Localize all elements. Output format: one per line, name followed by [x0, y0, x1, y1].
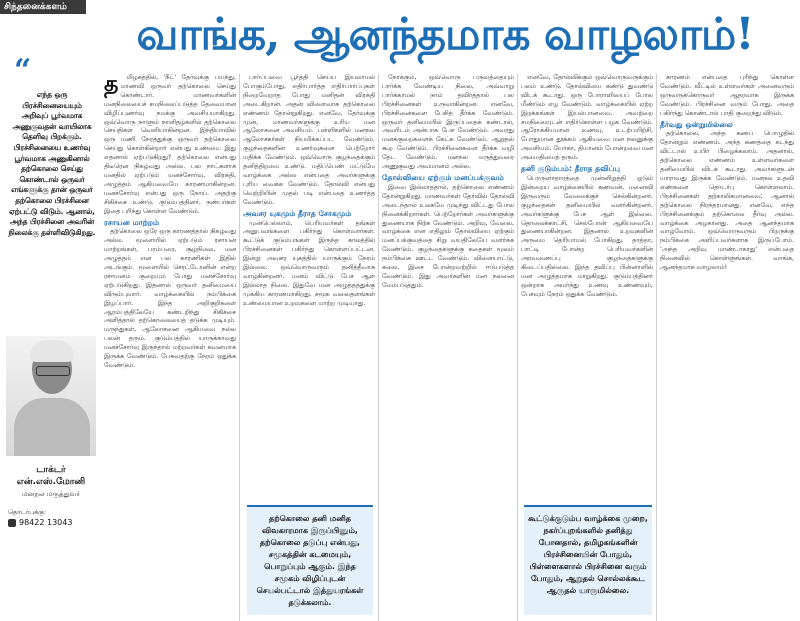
subheading: தீர்வது ஒன்றுமில்லை: [660, 119, 733, 129]
column-divider: [656, 74, 657, 621]
subheading: ரசாயன மாற்றம்: [104, 217, 160, 227]
column-text: மிழகத்தில், 'நீட்' தேர்வுக்கு பயந்து, மாணவி ஒருவர் தற்கொலை செய்து கொண்டார். மாணவர்களின் மனநிலையைச் சமநிலைப்படுத்த தேவையான விழிப்புணர்வு நமக்கு அவசியமாகிறது. ஒவ்வொரு நாளும் நாளிதழ்களில் தற்கொலை செய்திகள் வெளியாகின்றன. இந்தியாவில் ஒரு மணி நேரத்துக்கு ஒருவர் தற்கொலை செய்து கொள்கின்றார் என்பது உண்மை. இது எதனால் ஏற்படுகிறது? தற்கொலை என்பது திடீரென நிகழ்வது அல்ல. பல நாட்களாக மனதில் ஏற்படும் மனச்சோர்வு, விரக்தி, அழுத்தம் ஆகியவையே காரணமாகின்றன. மனச்சோர்வு என்பது ஒரு நோய். அதற்கு சிகிச்சை உண்டு. குடும்பத்தினர், நண்பர்கள் இதை புரிந்து கொள்ள வேண்டும்.: [104, 74, 236, 215]
column-text: தற்கொலை ஒரே ஒரு காரணத்தால் நிகழ்வது அல்ல. மூளையில் ஏற்படும் ரசாயன மாற்றங்கள், பரம்பரை, சூழ்நிலை, மன அழுத்தம் என பல காரணிகள் இதில் அடங்கும். மூளையில் செரட்டோனின் என்ற ரசாயனம் குறையும் போது மனச்சோர்வு ஏற்படுகிறது. இதனால் ஒருவர் தனிமையை விரும்புவார். வாழ்க்கையில் நம்பிக்கை இழப்பார். இந்த அறிகுறிகளை ஆரம்பத்திலேயே கண்டறிந்து சிகிச்சை அளித்தால் தற்கொலையைத் தடுக்க முடியும். மருந்துகள், ஆலோசனை ஆகியவை நல்ல பலன் தரும். குடும்பத்தில் யாருக்காவது மனச்சோர்வு இருந்தால் மற்றவர்கள் கவனமாக இருக்க வேண்டும். பேசுவதற்கு நேரம் ஒதுக்க வேண்டும்.: [104, 228, 236, 369]
author-photo: [6, 336, 96, 456]
column-text: எனவே, தோல்விக்கும் ஒவ்வொருவருக்கும் பலம் உண்டு. தோல்வியை கண்டு துவண்டு விடக் கூடாது. ஒரு போராளியைப் போல மீண்டும் எழ வேண்டும். வாழ்க்கையில் ஏற்ற இறக்கங்கள் இயல்பானவை. அவற்றை சமநிலையுடன் எதிர்கொள்ள பழக வேண்டும். ஆரோக்கியமான உணவு, உடற்பயிற்சி, போதுமான தூக்கம் ஆகியவை மன நலனுக்கு அவசியம். யோகா, தியானம் போன்றவை மன அமைதியைத் தரும்.: [521, 74, 653, 162]
quote-icon: “: [14, 53, 32, 88]
callout-box: தற்கொலை தனி மனித விவகாரமாக இருப்பினும், தற்கொலை தடுப்பு என்பது, சமூகத்தின் கடமையும், பொறுப்பும் ஆகும். இந்த சமூகம் விழிப்புடன் செயல்பட்டால் இத்துயரங்கள் தடுக்கலாம்.: [247, 505, 373, 615]
column-divider: [378, 74, 379, 621]
subheading: அவசர யுகமும் தீராத சோகமும்: [243, 208, 352, 218]
phone-icon: [8, 519, 16, 527]
article-column-4: [521, 74, 653, 499]
article-column-5: [660, 74, 794, 619]
pull-quote: எந்த ஒரு பிரச்சினையையும் அறிவுப் பூர்வமாக அணுகுவதன் வாயிலாக தெளிவு பிறக்கும். பிரச்சினையை உணர்வு பூர்வமாக அணுகினால் தற்கொலை செய்து கொண்டால் ஒருவர் எங்களுக்கு தான் ஒருவர் தற்கொலை பிரச்சினை ஏற்பட்டு விடும். ஆனால், அந்த பிரச்சினை அவரின் நிலைக்கு தள்ளிவிடுகிறது.: [8, 90, 96, 237]
author-photo-body: [14, 398, 90, 456]
callout-box: கூட்டுக்குடும்ப வாழ்க்கை முறை, நகர்ப்புறங்களில் தனித்து போனதால், தமிழகங்களின் பிரச்சினையின் போதும், பிள்ளைகளால் பிரச்சினை வரும் போதும், ஆறுதல் சொல்லக்கூட ஆருதல் யாருமில்லை.: [524, 505, 652, 615]
column-text: நோக்கும், ஒவ்வொரு பருவத்தையும் பார்க்க வேண்டிய நிலை, அவ்வாறு பார்க்காமல் நாம் தவிர்த்தால் பல பிரச்சினைகள் உருவாகின்றன. எனவே, பிரச்சினைகளை பேசித் தீர்க்க வேண்டும். ஒருவர் தனிமையில் இருப்பதைக் கண்டால், அவரிடம் அன்பாக பேச வேண்டும். அவரது மனக்குறைகளைக் கேட்க வேண்டும். ஆறுதல் கூற வேண்டும். பிரச்சினைகளை தீர்க்க வழி தேட வேண்டும். மனநல மருத்துவரை அணுகுவது அவமானம் அல்ல.: [382, 74, 514, 171]
section-label: சிந்தனைக்களம்: [0, 0, 86, 14]
column-text: இவை இல்லாததால், தற்கொலை எண்ணம் தோன்றுகிறது. மாணவர்கள் தேர்வில் தோல்வி அடைந்தால் உலகமே முடிந்து விட்டது போல நினைக்கிறார்கள். பெற்றோர்கள் அவர்களுக்கு துணையாக நிற்க வேண்டும். அறிவு, வேலை, வாழ்க்கை என எதிலும் தோல்வியை ஏற்கும் மனப்பக்குவத்தை சிறு வயதிலேயே வளர்க்க வேண்டும். குழந்தைகளுக்கு கதைகள் மூலம் நம்பிக்கை ஊட்ட வேண்டும். விளையாட்டு, கலை, இசை போன்றவற்றில் ஈடுபடுத்த வேண்டும். இது அவர்களின் மன நலனை மேம்படுத்தும்.: [382, 183, 514, 289]
contact-label: தொடர்புக்கு:: [8, 508, 47, 516]
author-role: மனநல மருத்துவர்: [21, 490, 81, 498]
contact-phone: [8, 518, 98, 527]
column-text: பொருளாதாரத்தை முன்னிறுத்தி ஓடும் இன்றைய வாழ்க்கையில் கணவன், மனைவி இருவரும் வேலைக்குச் செல்கின்றனர். குழந்தைகள் தனிமையில் வளர்கின்றனர். அவர்களுக்கு பேச ஆள் இல்லை. தொலைக்காட்சி, செல்போன் ஆகியவையே துணையாகின்றன. இதனால் உறவுகளின் அருமை தெரியாமல் போகிறது. தாத்தா, பாட்டி போன்ற பெரியவர்களின் அரவணைப்பு குழந்தைகளுக்கு கிடைப்பதில்லை. இந்த தவிப்பு பின்னாளில் மன அழுத்தமாக மாறுகிறது. குடும்பத்தினர் ஒன்றாக அமர்ந்து உணவு உண்ணவும், பேசவும் நேரம் ஒதுக்க வேண்டும்.: [521, 174, 653, 298]
column-text: தற்கொலை, அந்த கணப் பொழுதில் தோன்றும் எண்ணம். அந்த கணத்தை கடந்து விட்டால் உயிர் பிழைக்கலாம். அதனால், தற்கொலை எண்ணம் உள்ளவர்களை தனிமையில் விடக் கூடாது. அவர்களுடன் யாராவது இருக்க வேண்டும். மனநல உதவி எண்களை தொடர்பு கொள்ளலாம். பிரச்சினைகள் தற்காலிகமானவை; ஆனால் தற்கொலை நிரந்தரமானது. எனவே, எந்த பிரச்சினைக்கும் தற்கொலை தீர்வு அல்ல. வாழ்க்கை அழகானது. அதை ஆனந்தமாக வாழ்வோம். ஒவ்வொருவரும் பிறருக்கு நம்பிக்கை அளிப்பவர்களாக இருப்போம். 'அந்த அறிவு மாண்டாகாது' என்பதை நினைவில் கொள்ளுங்கள். வாங்க, ஆனந்தமாக வாழலாம்!: [660, 130, 794, 272]
dropcap: த: [104, 74, 119, 97]
column-text: முன்பெல்லாம், பெரியவர்கள் தங்கள் அனுபவங்களை பகிர்ந்து கொள்வார்கள். கூட்டுக் குடும்பங்கள் இருந்த காலத்தில் பிரச்சினைகள் பகிர்ந்து கொள்ளப்பட்டன. இன்று அவசர யுகத்தில் யாருக்கும் நேரம் இல்லை. ஒவ்வொருவரும் தனித்தீவாக வாழ்கின்றனர். மனம் விட்டு பேச ஆள் இல்லாத நிலை. இதுவே மன அழுத்தத்துக்கு முக்கிய காரணமாகிறது. சமூக வலைதளங்கள் உண்மையான உறவுகளை மாற்ற முடியாது.: [243, 219, 375, 307]
article-column-3: [382, 74, 514, 619]
author-name: டாக்டர் என்.எஸ்.மோனி: [16, 465, 86, 487]
article-column-1: [104, 74, 236, 619]
headline: வாங்க, ஆனந்தமாக வாழலாம்!: [136, 8, 754, 60]
subheading: தோல்வியை ஏற்கும் மனப்பக்குவம்: [382, 172, 504, 182]
author-photo-hair: [30, 340, 74, 362]
article-column-2: [243, 74, 375, 499]
column-text: பார்ப்பவை பூர்த்தி செய்ய இயலாமல் போகும்போது, எதிர்பார்த்த எதிர்பார்ப்புகள் நிறைவேறாத போது மனிதன் விரக்தி அடைகிறான். அதன் விளைவாக தற்கொலை எண்ணம் தோன்றுகிறது. எனவே, தேர்வுக்கு முன், மாணவர்களுக்கு உரிய மன ஆலோசனை அவசியம். பள்ளிகளில் மனநல ஆலோசகர்கள் நியமிக்கப்பட வேண்டும். குழந்தைகளின் உணர்வுகளை பெற்றோர் மதிக்க வேண்டும். ஒவ்வொரு குழந்தைக்கும் தனித்திறமை உண்டு. மதிப்பெண் மட்டுமே வாழ்க்கை அல்ல என்பதை அவர்களுக்கு புரிய வைக்க வேண்டும். தோல்வி என்பது வெற்றியின் முதல் படி என்பதை உணர்த்த வேண்டும்.: [243, 74, 375, 206]
column-text: காரணம் என்பதை புரிந்து கொள்ள வேண்டும். வீட்டில் உள்ளவர்கள் அனைவரும் ஒருவருக்கொருவர் ஆதரவாக இருக்க வேண்டும். பிரச்சினை வரும் போது, அதை பகிர்ந்து கொண்டால் பாதி குறைந்து விடும்.: [660, 74, 794, 117]
column-divider: [239, 74, 240, 621]
column-divider: [517, 74, 518, 621]
contact-phone-number: 98422 13043: [19, 518, 73, 527]
subheading: தனி குடும்பம்: தீராத தவிப்பு: [521, 164, 621, 174]
author-photo-glasses: [36, 366, 70, 376]
